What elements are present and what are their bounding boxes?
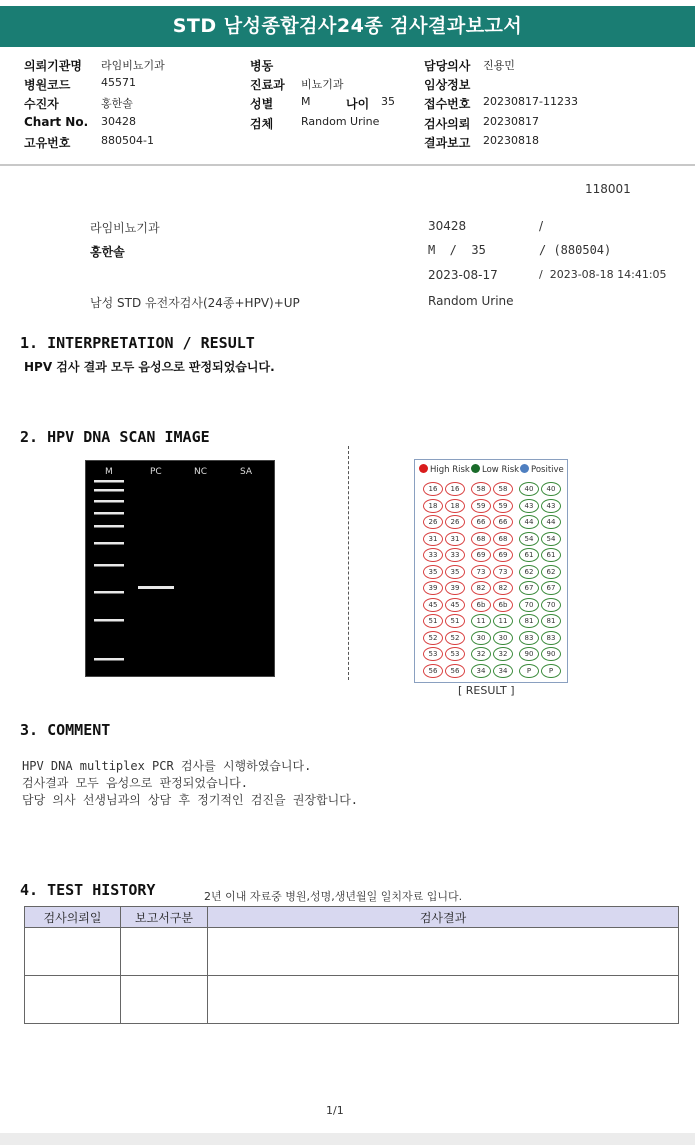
legend-positive: Positive xyxy=(520,464,564,475)
summary-patient: 홍한솔 xyxy=(90,245,125,259)
hpv-type-oval: 70 xyxy=(541,598,561,612)
hpv-type-oval: 11 xyxy=(471,614,491,628)
hpv-type-oval: 35 xyxy=(423,565,443,579)
history-cell xyxy=(208,976,679,1024)
value-hospital-code: 45571 xyxy=(101,76,136,89)
table-row xyxy=(25,928,679,976)
hpv-type-oval: 31 xyxy=(445,532,465,546)
hpv-type-oval: 30 xyxy=(493,631,513,645)
hpv-type-oval: 52 xyxy=(445,631,465,645)
summary-chart-no: 30428 xyxy=(428,219,467,233)
label-specimen: 검체 xyxy=(250,117,274,131)
hpv-type-oval: 51 xyxy=(445,614,465,628)
summary-slash: / xyxy=(539,219,544,233)
hpv-type-oval: 40 xyxy=(541,482,561,496)
hpv-type-oval: 33 xyxy=(423,548,443,562)
history-cell xyxy=(25,928,121,976)
hpv-type-oval: 6b xyxy=(493,598,513,612)
summary-birth: / (880504) xyxy=(539,243,612,257)
hpv-type-oval: 26 xyxy=(423,515,443,529)
section-history-title: 4. TEST HISTORY xyxy=(20,881,156,899)
summary-report-time: / 2023-08-18 14:41:05 xyxy=(539,268,667,281)
hpv-type-oval: 32 xyxy=(471,647,491,661)
hpv-type-oval: 51 xyxy=(423,614,443,628)
hpv-type-oval: P xyxy=(519,664,539,678)
hpv-type-oval: 61 xyxy=(541,548,561,562)
hpv-type-oval: 61 xyxy=(519,548,539,562)
value-receipt-no: 20230817-11233 xyxy=(483,95,578,108)
history-cell xyxy=(25,976,121,1024)
hpv-type-oval: 39 xyxy=(445,581,465,595)
summary-specimen: Random Urine xyxy=(428,294,514,308)
value-patient: 홍한솔 xyxy=(101,97,133,110)
hpv-type-oval: 81 xyxy=(541,614,561,628)
hpv-type-oval: 62 xyxy=(519,565,539,579)
hpv-type-oval: 16 xyxy=(423,482,443,496)
hpv-type-oval: 56 xyxy=(423,664,443,678)
lane-label-nc: NC xyxy=(194,467,208,477)
hpv-type-oval: 18 xyxy=(423,499,443,513)
hpv-type-oval: 58 xyxy=(471,482,491,496)
label-clinic: 의뢰기관명 xyxy=(24,59,82,73)
hpv-type-oval: 82 xyxy=(493,581,513,595)
ladder-band xyxy=(94,591,124,594)
history-table xyxy=(24,906,679,1024)
hpv-type-oval: 83 xyxy=(541,631,561,645)
label-ward: 병동 xyxy=(250,59,274,73)
hpv-type-oval: 54 xyxy=(541,532,561,546)
hpv-type-oval: 11 xyxy=(493,614,513,628)
positive-dot-icon xyxy=(520,464,529,473)
pc-band xyxy=(138,586,174,589)
value-sex: M xyxy=(301,95,311,108)
hpv-type-oval: 34 xyxy=(471,664,491,678)
label-clinical-info: 임상정보 xyxy=(424,78,471,92)
label-patient: 수진자 xyxy=(24,97,59,111)
low-risk-dot-icon xyxy=(471,464,480,473)
hpv-type-oval: 66 xyxy=(471,515,491,529)
ladder-band xyxy=(94,542,124,545)
hpv-type-oval: 39 xyxy=(423,581,443,595)
ladder-band xyxy=(94,512,124,515)
legend-high-risk: High Risk xyxy=(419,464,470,475)
hpv-risk-panel xyxy=(414,459,568,683)
hpv-type-oval: 45 xyxy=(445,598,465,612)
result-caption: [ RESULT ] xyxy=(458,684,515,697)
comment-block xyxy=(22,758,358,809)
value-dept: 비뇨기과 xyxy=(301,78,344,91)
high-risk-dot-icon xyxy=(419,464,428,473)
value-report-date: 20230818 xyxy=(483,134,539,147)
hpv-type-oval: 90 xyxy=(519,647,539,661)
hpv-type-oval: 26 xyxy=(445,515,465,529)
interpretation-text: HPV 검사 결과 모두 음성으로 판정되었습니다. xyxy=(24,360,275,374)
ladder-band xyxy=(94,500,124,503)
hpv-type-oval: 53 xyxy=(423,647,443,661)
hpv-type-oval: 83 xyxy=(519,631,539,645)
history-header-report-type: 보고서구분 xyxy=(121,907,208,928)
label-dept: 진료과 xyxy=(250,78,285,92)
hpv-type-oval: 34 xyxy=(493,664,513,678)
hpv-type-oval: 69 xyxy=(493,548,513,562)
hpv-type-oval: 58 xyxy=(493,482,513,496)
history-cell xyxy=(208,928,679,976)
hpv-type-oval: 30 xyxy=(471,631,491,645)
label-age: 나이 xyxy=(346,97,370,111)
hpv-type-oval: 66 xyxy=(493,515,513,529)
hpv-type-oval: 52 xyxy=(423,631,443,645)
hpv-type-oval: 69 xyxy=(471,548,491,562)
summary-test-name: 남성 STD 유전자검사(24종+HPV)+UP xyxy=(90,296,300,310)
ladder-band xyxy=(94,480,124,483)
value-specimen: Random Urine xyxy=(301,115,380,128)
hpv-type-oval: 18 xyxy=(445,499,465,513)
hpv-type-oval: 73 xyxy=(493,565,513,579)
hpv-type-oval: 68 xyxy=(493,532,513,546)
hpv-type-oval: 6b xyxy=(471,598,491,612)
ladder-band xyxy=(94,658,124,661)
page-bottom-band xyxy=(0,1133,695,1145)
header-divider xyxy=(0,164,695,166)
hpv-type-oval: 59 xyxy=(493,499,513,513)
hpv-type-oval: 59 xyxy=(471,499,491,513)
hpv-type-oval: 90 xyxy=(541,647,561,661)
comment-line-1: HPV DNA multiplex PCR 검사를 시행하였습니다. xyxy=(22,759,312,773)
report-title: STD 남성종합검사24종 검사결과보고서 xyxy=(0,6,695,47)
hpv-type-oval: 43 xyxy=(519,499,539,513)
section-interpretation-title: 1. INTERPRETATION / RESULT xyxy=(20,334,255,352)
comment-line-2: 검사결과 모두 음성으로 판정되었습니다. xyxy=(22,776,248,790)
hpv-type-oval: 67 xyxy=(519,581,539,595)
summary-clinic: 라임비뇨기과 xyxy=(90,221,160,235)
value-clinic: 라임비뇨기과 xyxy=(101,59,165,72)
lane-label-m: M xyxy=(105,467,113,477)
hpv-type-oval: 35 xyxy=(445,565,465,579)
table-row xyxy=(25,976,679,1024)
lane-label-pc: PC xyxy=(150,467,162,477)
hpv-type-oval: 54 xyxy=(519,532,539,546)
hpv-type-oval: 73 xyxy=(471,565,491,579)
comment-line-3: 담당 의사 선생님과의 상담 후 정기적인 검진을 권장합니다. xyxy=(22,793,359,807)
history-cell xyxy=(121,976,208,1024)
value-age: 35 xyxy=(381,95,395,108)
label-sex: 성별 xyxy=(250,97,274,111)
value-chart-no: 30428 xyxy=(101,115,136,128)
ladder-band xyxy=(94,564,124,567)
hpv-type-oval: 67 xyxy=(541,581,561,595)
hpv-type-oval: 62 xyxy=(541,565,561,579)
gel-bands xyxy=(86,461,274,676)
ladder-band xyxy=(94,619,124,622)
history-cell xyxy=(121,928,208,976)
hpv-type-oval: 45 xyxy=(423,598,443,612)
value-doctor: 진용민 xyxy=(483,59,515,72)
hpv-type-oval: 70 xyxy=(519,598,539,612)
hpv-type-oval: 33 xyxy=(445,548,465,562)
section-divider-dashed xyxy=(348,446,349,680)
label-unique-no: 고유번호 xyxy=(24,136,71,150)
hpv-type-oval: P xyxy=(541,664,561,678)
gel-electrophoresis-image xyxy=(85,460,275,677)
ladder-band xyxy=(94,525,124,528)
history-note: 2년 이내 자료중 병원,성명,생년월일 일치자료 입니다. xyxy=(204,890,463,903)
page-number: 1/1 xyxy=(326,1104,344,1117)
legend-low-risk: Low Risk xyxy=(471,464,519,475)
summary-sex-age: M / 35 xyxy=(428,243,486,257)
hpv-type-oval: 16 xyxy=(445,482,465,496)
lane-label-sa: SA xyxy=(240,467,253,477)
hpv-type-oval: 43 xyxy=(541,499,561,513)
section-comment-title: 3. COMMENT xyxy=(20,721,111,739)
hpv-type-oval: 44 xyxy=(541,515,561,529)
header-info xyxy=(0,52,695,156)
ladder-band xyxy=(94,489,124,492)
hpv-type-oval: 31 xyxy=(423,532,443,546)
hpv-type-oval: 68 xyxy=(471,532,491,546)
hpv-type-oval: 53 xyxy=(445,647,465,661)
history-header-request-date: 검사의뢰일 xyxy=(25,907,121,928)
hpv-type-oval: 44 xyxy=(519,515,539,529)
hpv-type-oval: 56 xyxy=(445,664,465,678)
value-request-date: 20230817 xyxy=(483,115,539,128)
label-receipt-no: 접수번호 xyxy=(424,97,471,111)
hpv-type-oval: 82 xyxy=(471,581,491,595)
hpv-type-oval: 40 xyxy=(519,482,539,496)
history-header-row xyxy=(25,907,679,928)
label-chart-no: Chart No. xyxy=(24,115,89,129)
label-doctor: 담당의사 xyxy=(424,59,471,73)
report-code: 118001 xyxy=(585,182,631,196)
label-hospital-code: 병원코드 xyxy=(24,78,71,92)
label-report-date: 결과보고 xyxy=(424,136,471,150)
value-unique-no: 880504-1 xyxy=(101,134,154,147)
label-request-date: 검사의뢰 xyxy=(424,117,471,131)
section-scan-image-title: 2. HPV DNA SCAN IMAGE xyxy=(20,428,210,446)
hpv-type-oval: 81 xyxy=(519,614,539,628)
history-header-result: 검사결과 xyxy=(208,907,679,928)
summary-test-date: 2023-08-17 xyxy=(428,268,498,282)
hpv-type-oval: 32 xyxy=(493,647,513,661)
